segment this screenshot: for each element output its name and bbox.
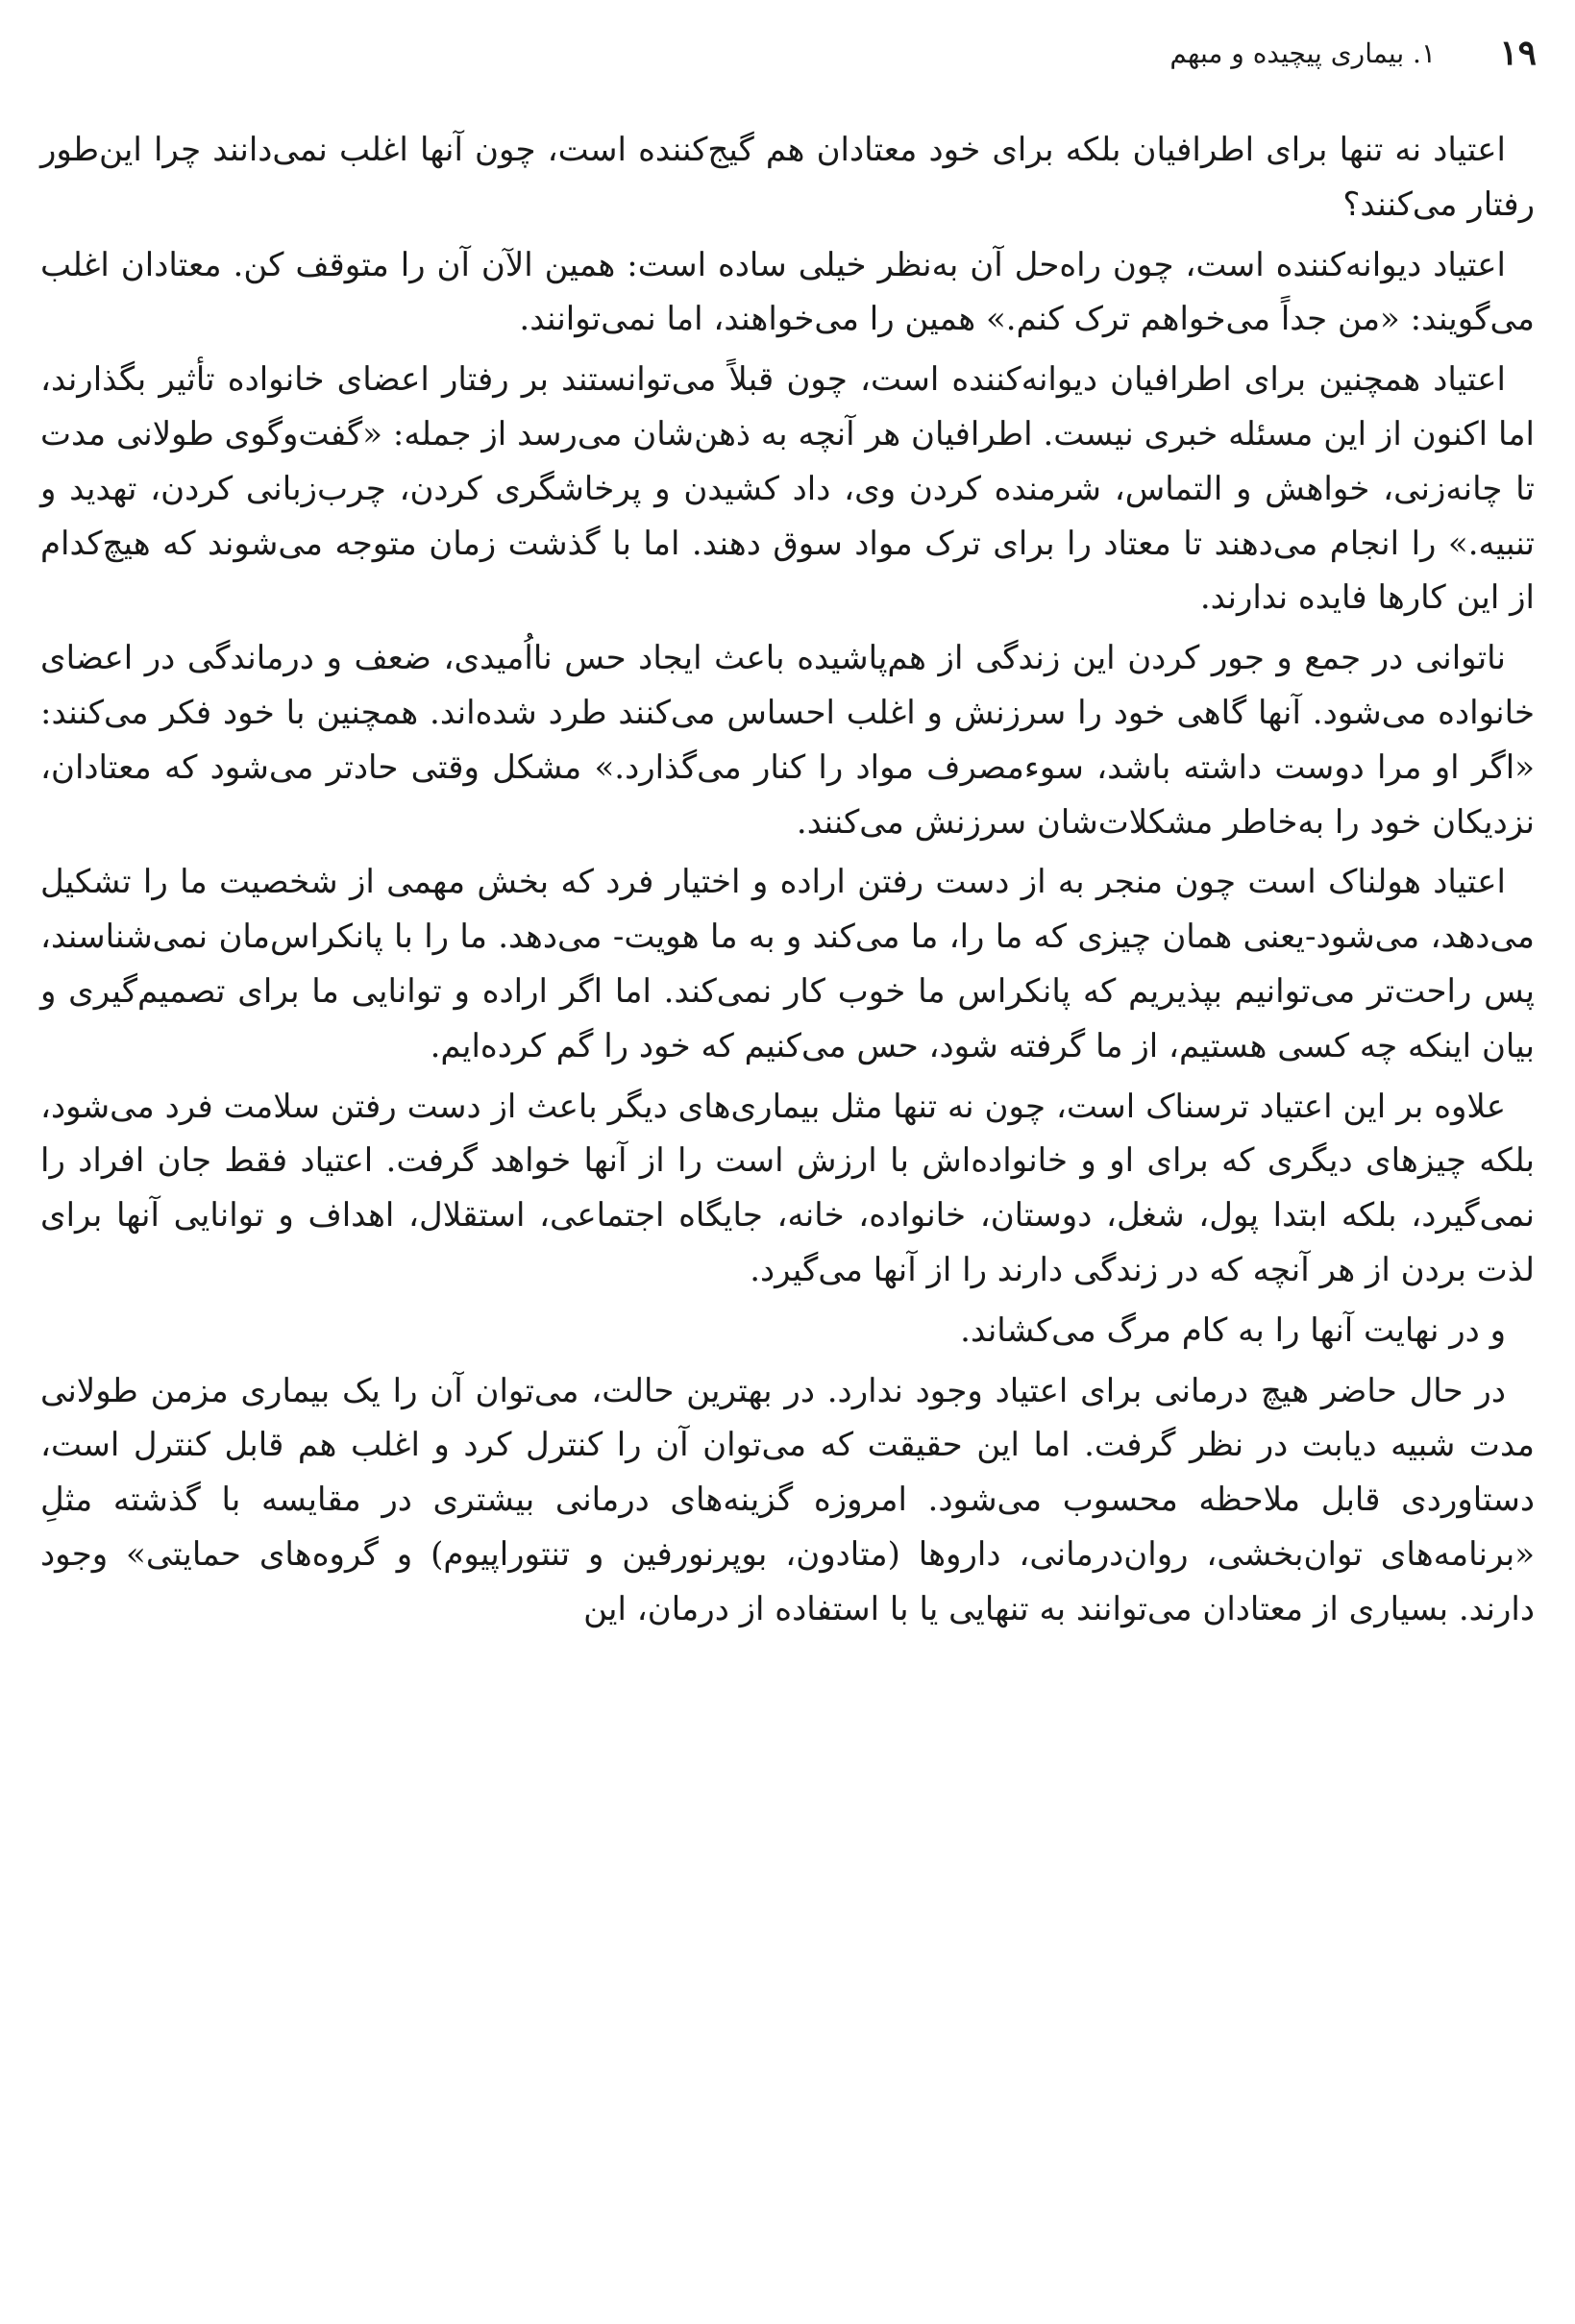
paragraph: اعتیاد دیوانه‌کننده است، چون راه‌حل آن به‌نظر خیلی ساده است: همین الآن آن را متوقف کن. معتادان اغلب می‌گویند: «من جداً می‌خواهم ترک کنم.» همین را می‌خواهند، اما نمی‌توانند. [40, 245, 1535, 339]
paragraph: در حال حاضر هیچ درمانی برای اعتیاد وجود ندارد. در بهترین حالت، می‌توان آن را یک بیماری مزمن طولانی مدت شبیه دیابت در نظر گرفت. اما این حقیقت که می‌توان آن را کنترل کرد و اغلب هم قابل کنترل است، دستاوردی قابل ملاحظه محسوب می‌شود. امروزه گزینه‌های درمانی بیشتری در مقایسه با گذشته مثلِ «برنامه‌های توان‌بخشی، روان‌درمانی، داروها (متادون، بوپرنورفین و تنتوراپیوم) و گروه‌های حمایتی» وجود دارند. بسیاری از معتادان می‌توانند به تنهایی یا با استفاده از درمان، این [40, 1371, 1535, 1628]
body-text [40, 123, 1535, 1643]
paragraph: اعتیاد همچنین برای اطرافیان دیوانه‌کننده است، چون قبلاً می‌توانستند بر رفتار اعضای خانواده تأثیر بگذارند، اما اکنون از این مسئله خبری نیست. اطرافیان هر آنچه به ذهن‌شان می‌رسد از جمله: «گفت‌وگوی طولانی مدت تا چانه‌زنی، خواهش و التماس، شرمنده کردن وی، داد کشیدن و پرخاشگری کردن، چرب‌زبانی کردن، تهدید و تنبیه.» را انجام می‌دهند تا معتاد را برای ترک مواد سوق دهند. اما با گذشت زمان متوجه می‌شوند که هیچ‌کدام از این کارها فایده ندارند. [40, 360, 1535, 618]
paragraph: اعتیاد هولناک است چون منجر به از دست رفتن اراده و اختیار فرد که بخش مهمی از شخصیت ما را تشکیل می‌دهد، می‌شود-یعنی همان چیزی که ما را، ما می‌کند و به ما هویت- می‌دهد. ما را با پانکراس‌مان نمی‌شناسند، پس راحت‌تر می‌توانیم بپذیریم که پانکراس ما خوب کار نمی‌کند. اما اگر اراده و توانایی ما برای تصمیم‌گیری و بیان اینکه چه کسی هستیم، از ما گرفته شود، حس می‌کنیم که خود را گم کرده‌ایم. [40, 863, 1535, 1065]
paragraph: اعتیاد نه تنها برای اطرافیان بلکه برای خود معتادان هم گیج‌کننده است، چون آنها اغلب نمی‌دانند چرا این‌طور رفتار می‌کنند؟ [40, 131, 1535, 224]
running-header [38, 29, 1537, 77]
paragraph: و در نهایت آنها را به کام مرگ می‌کشاند. [960, 1310, 1506, 1350]
paragraph: ناتوانی در جمع و جور کردن این زندگی از هم‌پاشیده باعث ایجاد حس نااُمیدی، ضعف و درماندگی در اعضای خانواده می‌شود. آنها گاهی خود را سرزنش و اغلب احساس می‌کنند طرد شده‌اند. همچنین با خود فکر می‌کنند: «اگر او مرا دوست داشته باشد، سوءمصرف مواد را کنار می‌گذارد.» مشکل وقتی حادتر می‌شود که معتادان، نزدیکان خود را به‌خاطر مشکلات‌شان سرزنش می‌کنند. [40, 639, 1535, 842]
page-number: ۱۹ [1499, 33, 1537, 73]
chapter-title: ۱. بیماری پیچیده و مبهم [1169, 37, 1436, 69]
paragraph: علاوه بر این اعتیاد ترسناک است، چون نه تنها مثل بیماری‌های دیگر باعث از دست رفتن سلامت فرد می‌شود، بلکه چیزهای دیگری که برای او و خانواده‌اش با ارزش است را از آنها خواهد گرفت. اعتیاد فقط جان افراد را نمی‌گیرد، بلکه ابتدا پول، شغل، دوستان، خانواده، خانه، جایگاه اجتماعی، استقلال، اهداف و توانایی آنها برای لذت بردن از هر آنچه که در زندگی دارند را از آنها می‌گیرد. [40, 1087, 1535, 1289]
